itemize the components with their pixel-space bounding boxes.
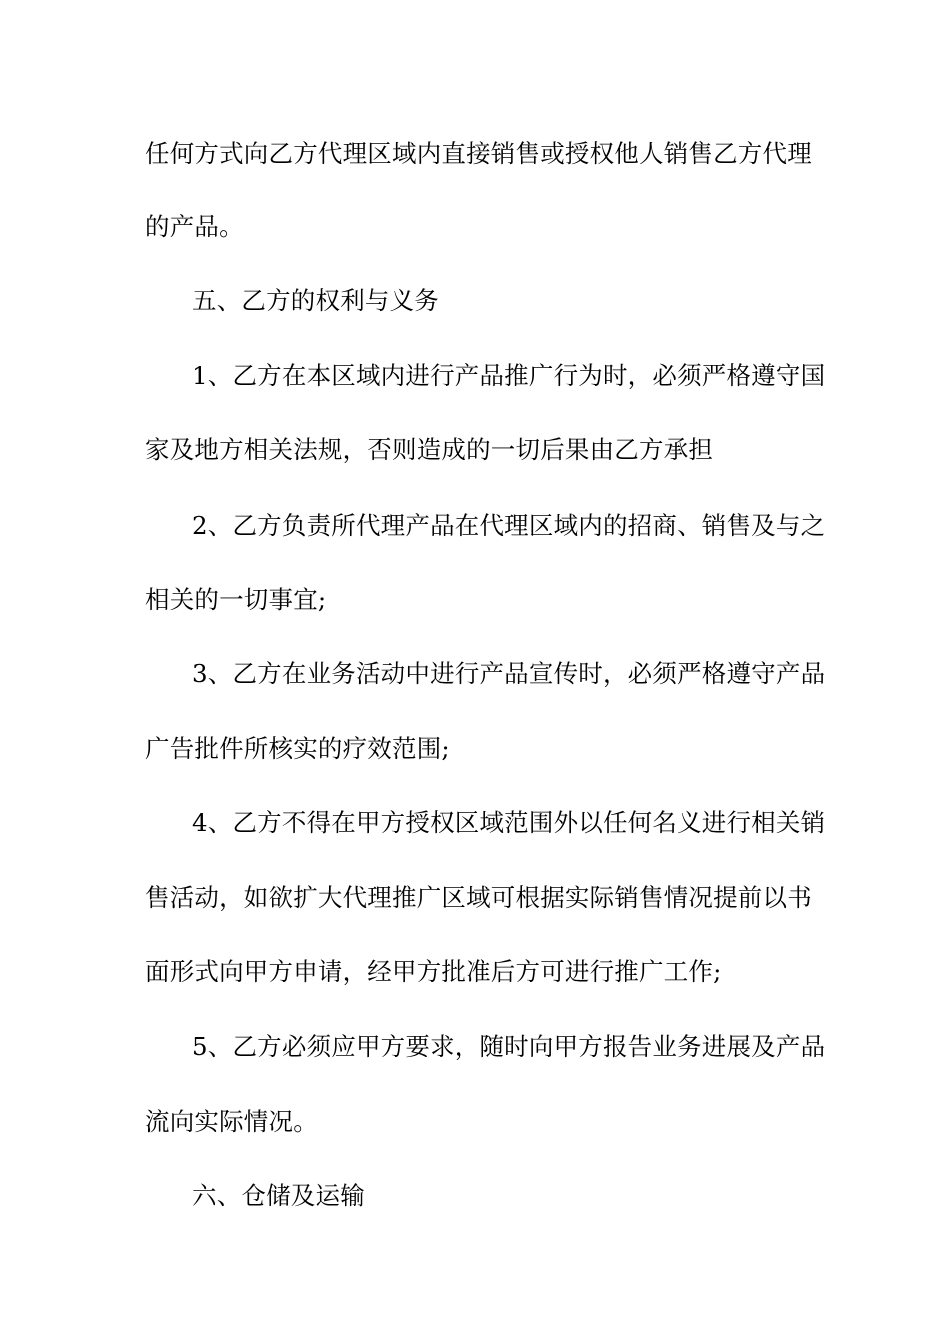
text-line: 任何方式向乙方代理区域内直接销售或授权他人销售乙方代理 <box>145 139 812 168</box>
text-line: 5、乙方必须应甲方要求，随时向甲方报告业务进展及产品 <box>192 1032 826 1061</box>
text-line: 相关的一切事宜; <box>145 585 327 614</box>
text-line: 4、乙方不得在甲方授权区域范围外以任何名义进行相关销 <box>192 808 826 837</box>
text-line: 售活动，如欲扩大代理推广区域可根据实际销售情况提前以书 <box>145 883 812 912</box>
section-heading: 五、乙方的权利与义务 <box>192 286 439 315</box>
text-line: 面形式向甲方申请，经甲方批准后方可进行推广工作; <box>145 957 722 986</box>
text-line: 2、乙方负责所代理产品在代理区域内的招商、销售及与之 <box>192 511 826 540</box>
text-line: 3、乙方在业务活动中进行产品宣传时，必须严格遵守产品 <box>192 659 826 688</box>
text-line: 流向实际情况。 <box>145 1107 318 1136</box>
text-line: 的产品。 <box>145 212 244 241</box>
text-line: 1、乙方在本区域内进行产品推广行为时，必须严格遵守国 <box>192 361 826 390</box>
text-line: 家及地方相关法规，否则造成的一切后果由乙方承担 <box>145 435 714 464</box>
text-line: 广告批件所核实的疗效范围; <box>145 734 450 763</box>
section-heading: 六、仓储及运输 <box>192 1181 365 1210</box>
